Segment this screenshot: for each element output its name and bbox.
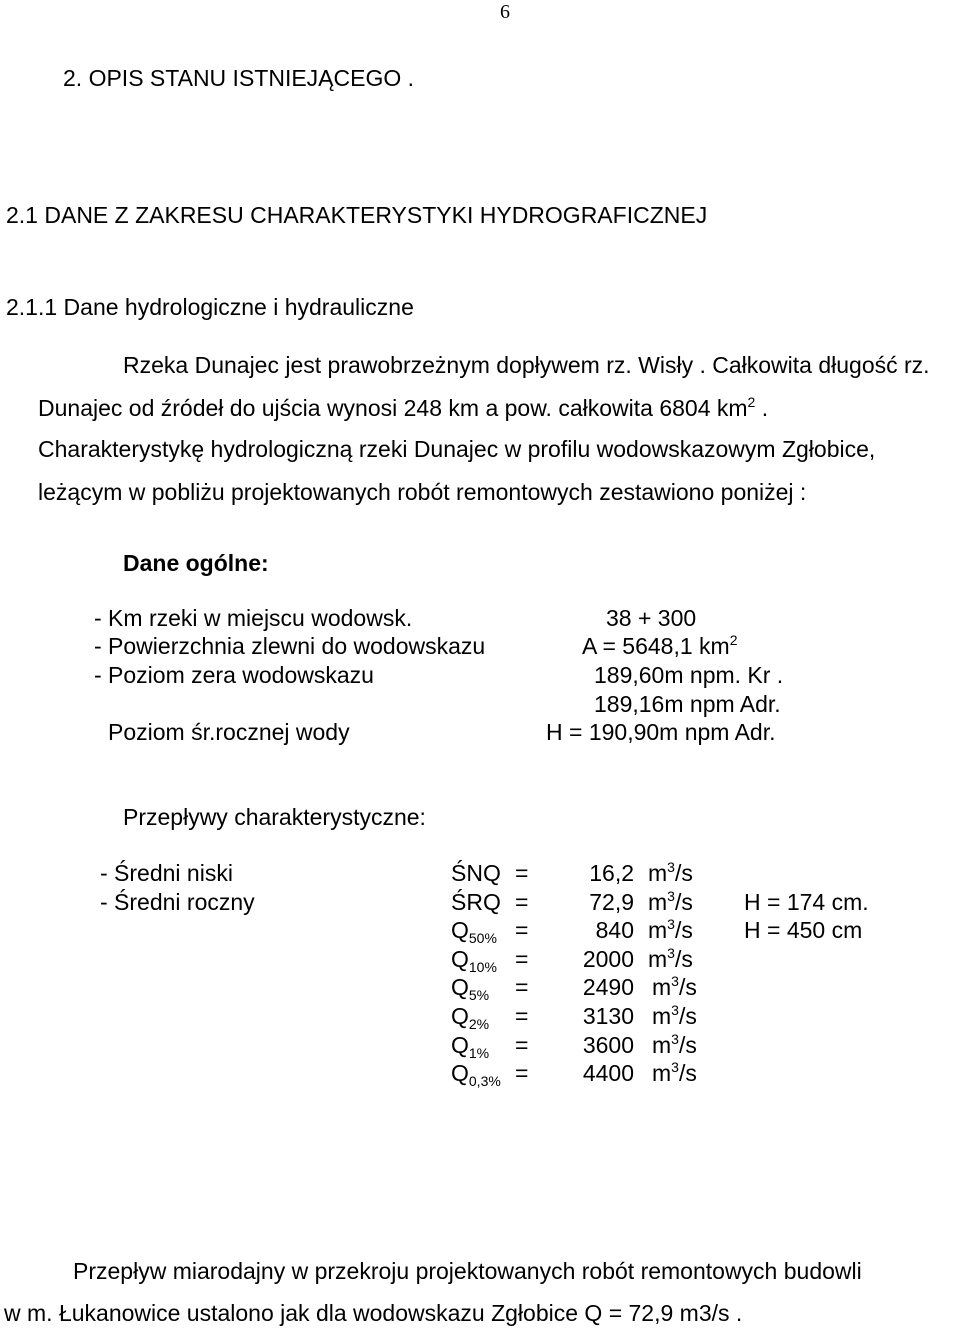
flow-unit-sup: 3 <box>671 973 679 989</box>
flow-unit-end: /s <box>674 946 693 972</box>
flow-unit <box>652 973 697 1000</box>
flow-unit-sup: 3 <box>667 859 675 875</box>
flow-symbol-sub: 10% <box>468 959 497 975</box>
general-row-value-sup: 2 <box>729 632 738 648</box>
intro-line-1: Rzeka Dunajec jest prawobrzeżnym dopływem rz. Wisły . Całkowita długość rz. <box>123 352 930 378</box>
general-row-label: Poziom śr.rocznej wody <box>108 719 350 745</box>
flow-symbol-text: Q <box>451 946 469 972</box>
general-row-value-text: A = 5648,1 km <box>582 633 730 659</box>
flow-unit-sup: 3 <box>671 1002 679 1018</box>
closing-line-2: w m. Łukanowice ustalono jak dla wodowskazu Zgłobice Q = 72,9 m3/s . <box>4 1300 743 1326</box>
general-row-label: - Km rzeki w miejscu wodowsk. <box>94 605 413 631</box>
intro-line-3: Charakterystykę hydrologiczną rzeki Dunajec w profilu wodowskazowym Zgłobice, <box>38 436 876 462</box>
flow-label: - Średni roczny <box>100 889 255 915</box>
flow-unit-main: m <box>652 974 672 1000</box>
page-number: 6 <box>500 1 510 23</box>
intro-line-2 <box>38 394 769 421</box>
flow-symbol-text: Q <box>451 917 469 943</box>
flow-symbol-sub: 1% <box>468 1045 490 1061</box>
flow-value: 16,2 <box>589 860 634 886</box>
flow-value: 4400 <box>582 1060 634 1086</box>
general-row-value: H = 190,90m npm Adr. <box>546 719 776 745</box>
flow-symbol-sub: 2% <box>468 1016 490 1032</box>
flow-value: 2490 <box>582 974 634 1000</box>
flow-eq: = <box>515 860 529 886</box>
flow-eq: = <box>515 1003 529 1029</box>
main-heading: 2. OPIS STANU ISTNIEJĄCEGO . <box>63 65 415 91</box>
flow-unit-main: m <box>652 1003 672 1029</box>
flow-symbol-text: Q <box>451 974 469 1000</box>
flow-symbol <box>451 1032 490 1061</box>
flow-eq: = <box>515 889 529 915</box>
flow-symbol <box>451 862 501 885</box>
flow-symbol-text: ŚRQ <box>451 889 501 915</box>
flow-unit-main: m <box>648 860 668 886</box>
flow-unit-sup: 3 <box>667 888 675 904</box>
flow-unit <box>648 859 693 886</box>
flow-eq: = <box>515 1032 529 1058</box>
flow-unit-end: /s <box>678 1032 697 1058</box>
flow-unit-end: /s <box>678 1003 697 1029</box>
flow-unit <box>648 945 693 972</box>
flow-eq: = <box>515 917 529 943</box>
flow-unit-sup: 3 <box>671 1031 679 1047</box>
flow-label: - Średni niski <box>100 860 233 886</box>
general-row-label: - Poziom zera wodowskazu <box>94 662 374 688</box>
flow-unit-main: m <box>652 1032 672 1058</box>
flow-unit-end: /s <box>678 1060 697 1086</box>
flow-eq: = <box>515 1060 529 1086</box>
flow-unit-main: m <box>648 889 668 915</box>
flow-unit-end: /s <box>678 974 697 1000</box>
closing-line-1: Przepływ miarodajny w przekroju projektowanych robót remontowych budowli <box>73 1258 862 1284</box>
flow-unit <box>648 888 693 915</box>
flow-symbol-sub: 0,3% <box>468 1073 501 1089</box>
intro-line-2-end: . <box>755 395 769 421</box>
flow-symbol <box>451 974 490 1003</box>
flow-unit-main: m <box>652 1060 672 1086</box>
flow-symbol <box>451 1060 501 1089</box>
flow-value: 3600 <box>582 1032 634 1058</box>
flow-value: 2000 <box>582 946 634 972</box>
flow-extra: H = 450 cm <box>744 917 863 943</box>
general-row-value <box>582 632 738 659</box>
flow-value: 3130 <box>582 1003 634 1029</box>
flow-unit-main: m <box>648 917 668 943</box>
flow-unit <box>652 1002 697 1029</box>
flow-eq: = <box>515 946 529 972</box>
flow-unit-sup: 3 <box>667 916 675 932</box>
intro-line-2-text: Dunajec od źródeł do ujścia wynosi 248 km a pow. całkowita 6804 km <box>38 395 748 421</box>
flow-eq: = <box>515 974 529 1000</box>
flow-symbol-text: ŚNQ <box>451 860 501 886</box>
general-row-value: 189,60m npm. Kr . <box>594 662 784 688</box>
general-row-label: - Powierzchnia zlewni do wodowskazu <box>94 633 486 659</box>
flow-symbol <box>451 917 497 946</box>
flow-unit-end: /s <box>674 860 693 886</box>
flow-unit-sup: 3 <box>667 945 675 961</box>
flow-unit-main: m <box>648 946 668 972</box>
general-row-value: 189,16m npm Adr. <box>594 691 781 717</box>
flow-symbol <box>451 1003 490 1032</box>
flow-unit <box>652 1031 697 1058</box>
flow-symbol-sub: 50% <box>468 930 497 946</box>
flow-symbol-sub: 5% <box>468 987 490 1003</box>
subsection-heading: 2.1.1 Dane hydrologiczne i hydrauliczne <box>6 294 414 320</box>
flow-unit <box>648 916 693 943</box>
flow-symbol-text: Q <box>451 1060 469 1086</box>
flow-symbol <box>451 891 501 914</box>
flow-unit-sup: 3 <box>671 1059 679 1075</box>
intro-line-2-sup: 2 <box>747 394 756 410</box>
intro-line-4: leżącym w pobliżu projektowanych robót remontowych zestawiono poniżej : <box>38 479 807 505</box>
flow-symbol <box>451 946 497 975</box>
flow-unit-end: /s <box>674 917 693 943</box>
flow-symbol-text: Q <box>451 1032 469 1058</box>
section-heading: 2.1 DANE Z ZAKRESU CHARAKTERYSTYKI HYDROGRAFICZNEJ <box>6 202 708 228</box>
flow-value: 72,9 <box>589 889 634 915</box>
flow-symbol-text: Q <box>451 1003 469 1029</box>
flows-title: Przepływy charakterystyczne: <box>123 804 426 830</box>
flow-value: 840 <box>595 917 634 943</box>
general-row-value: 38 + 300 <box>606 605 697 631</box>
general-data-title: Dane ogólne: <box>123 550 269 576</box>
flow-unit-end: /s <box>674 889 693 915</box>
flow-extra: H = 174 cm. <box>744 889 869 915</box>
flow-unit <box>652 1059 697 1086</box>
